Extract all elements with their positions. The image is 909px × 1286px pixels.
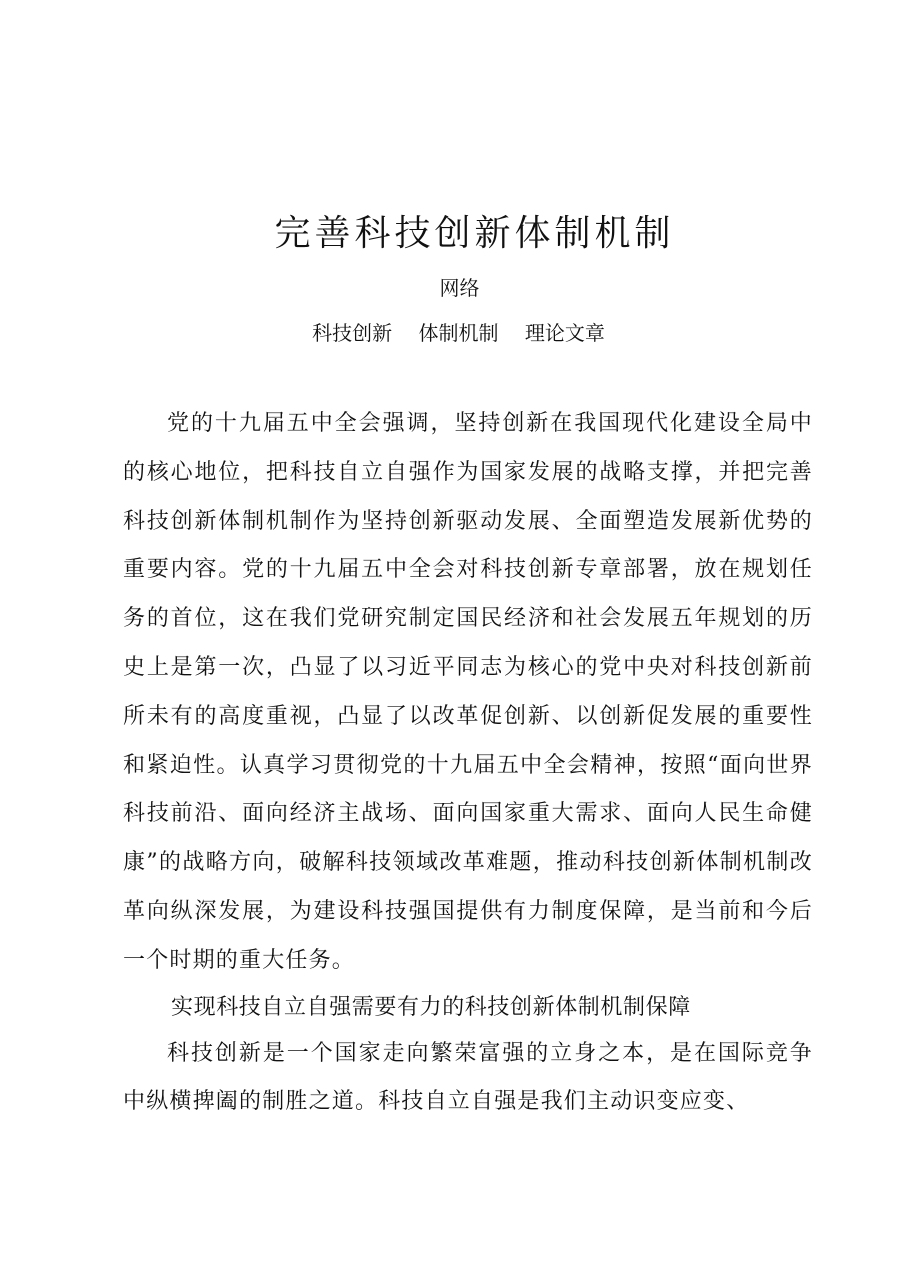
- article-title: 完善科技创新体制机制: [274, 213, 675, 254]
- body-paragraph: 党的十九届五中全会强调，坚持创新在我国现代化建设全局中的核心地位，把科技自立自强作为国家发展的战略支撑，并把完善科技创新体制机制作为坚持创新驱动发展、全面塑造发展新优势的重要内容。党的十九届五中全会对科技创新专章部署，放在规划任务的首位，这在我们党研究制定国民经济和社会发展五年规划的历史上是第一次，凸显了以习近平同志为核心的党中央对科技创新前所未有的高度重视，凸显了以改革促创新、以创新促发展的重要性和紧迫性。认真学习贯彻党的十九届五中全会精神，按照“面向世界科技前沿、面向经济主战场、面向国家重大需求、面向人民生命健康”的战略方向，破解科技领域改革难题，推动科技创新体制机制改革向纵深发展，为建设科技强国提供有力制度保障，是当前和今后一个时期的重大任务。: [123, 411, 813, 973]
- tag-item: 科技创新: [312, 321, 393, 345]
- article-tags: [0, 318, 909, 348]
- tag-item: 理论文章: [524, 321, 605, 345]
- tag-item: 体制机制: [418, 321, 499, 345]
- body-paragraph: 科技创新是一个国家走向繁荣富强的立身之本，是在国际竞争中纵横捭阖的制胜之道。科技自立自强是我们主动识变应变、: [123, 1040, 813, 1115]
- article-source: 网络: [439, 276, 480, 300]
- section-heading: 实现科技自立自强需要有力的科技创新体制机制保障: [171, 994, 691, 1020]
- article-body: [123, 400, 813, 1127]
